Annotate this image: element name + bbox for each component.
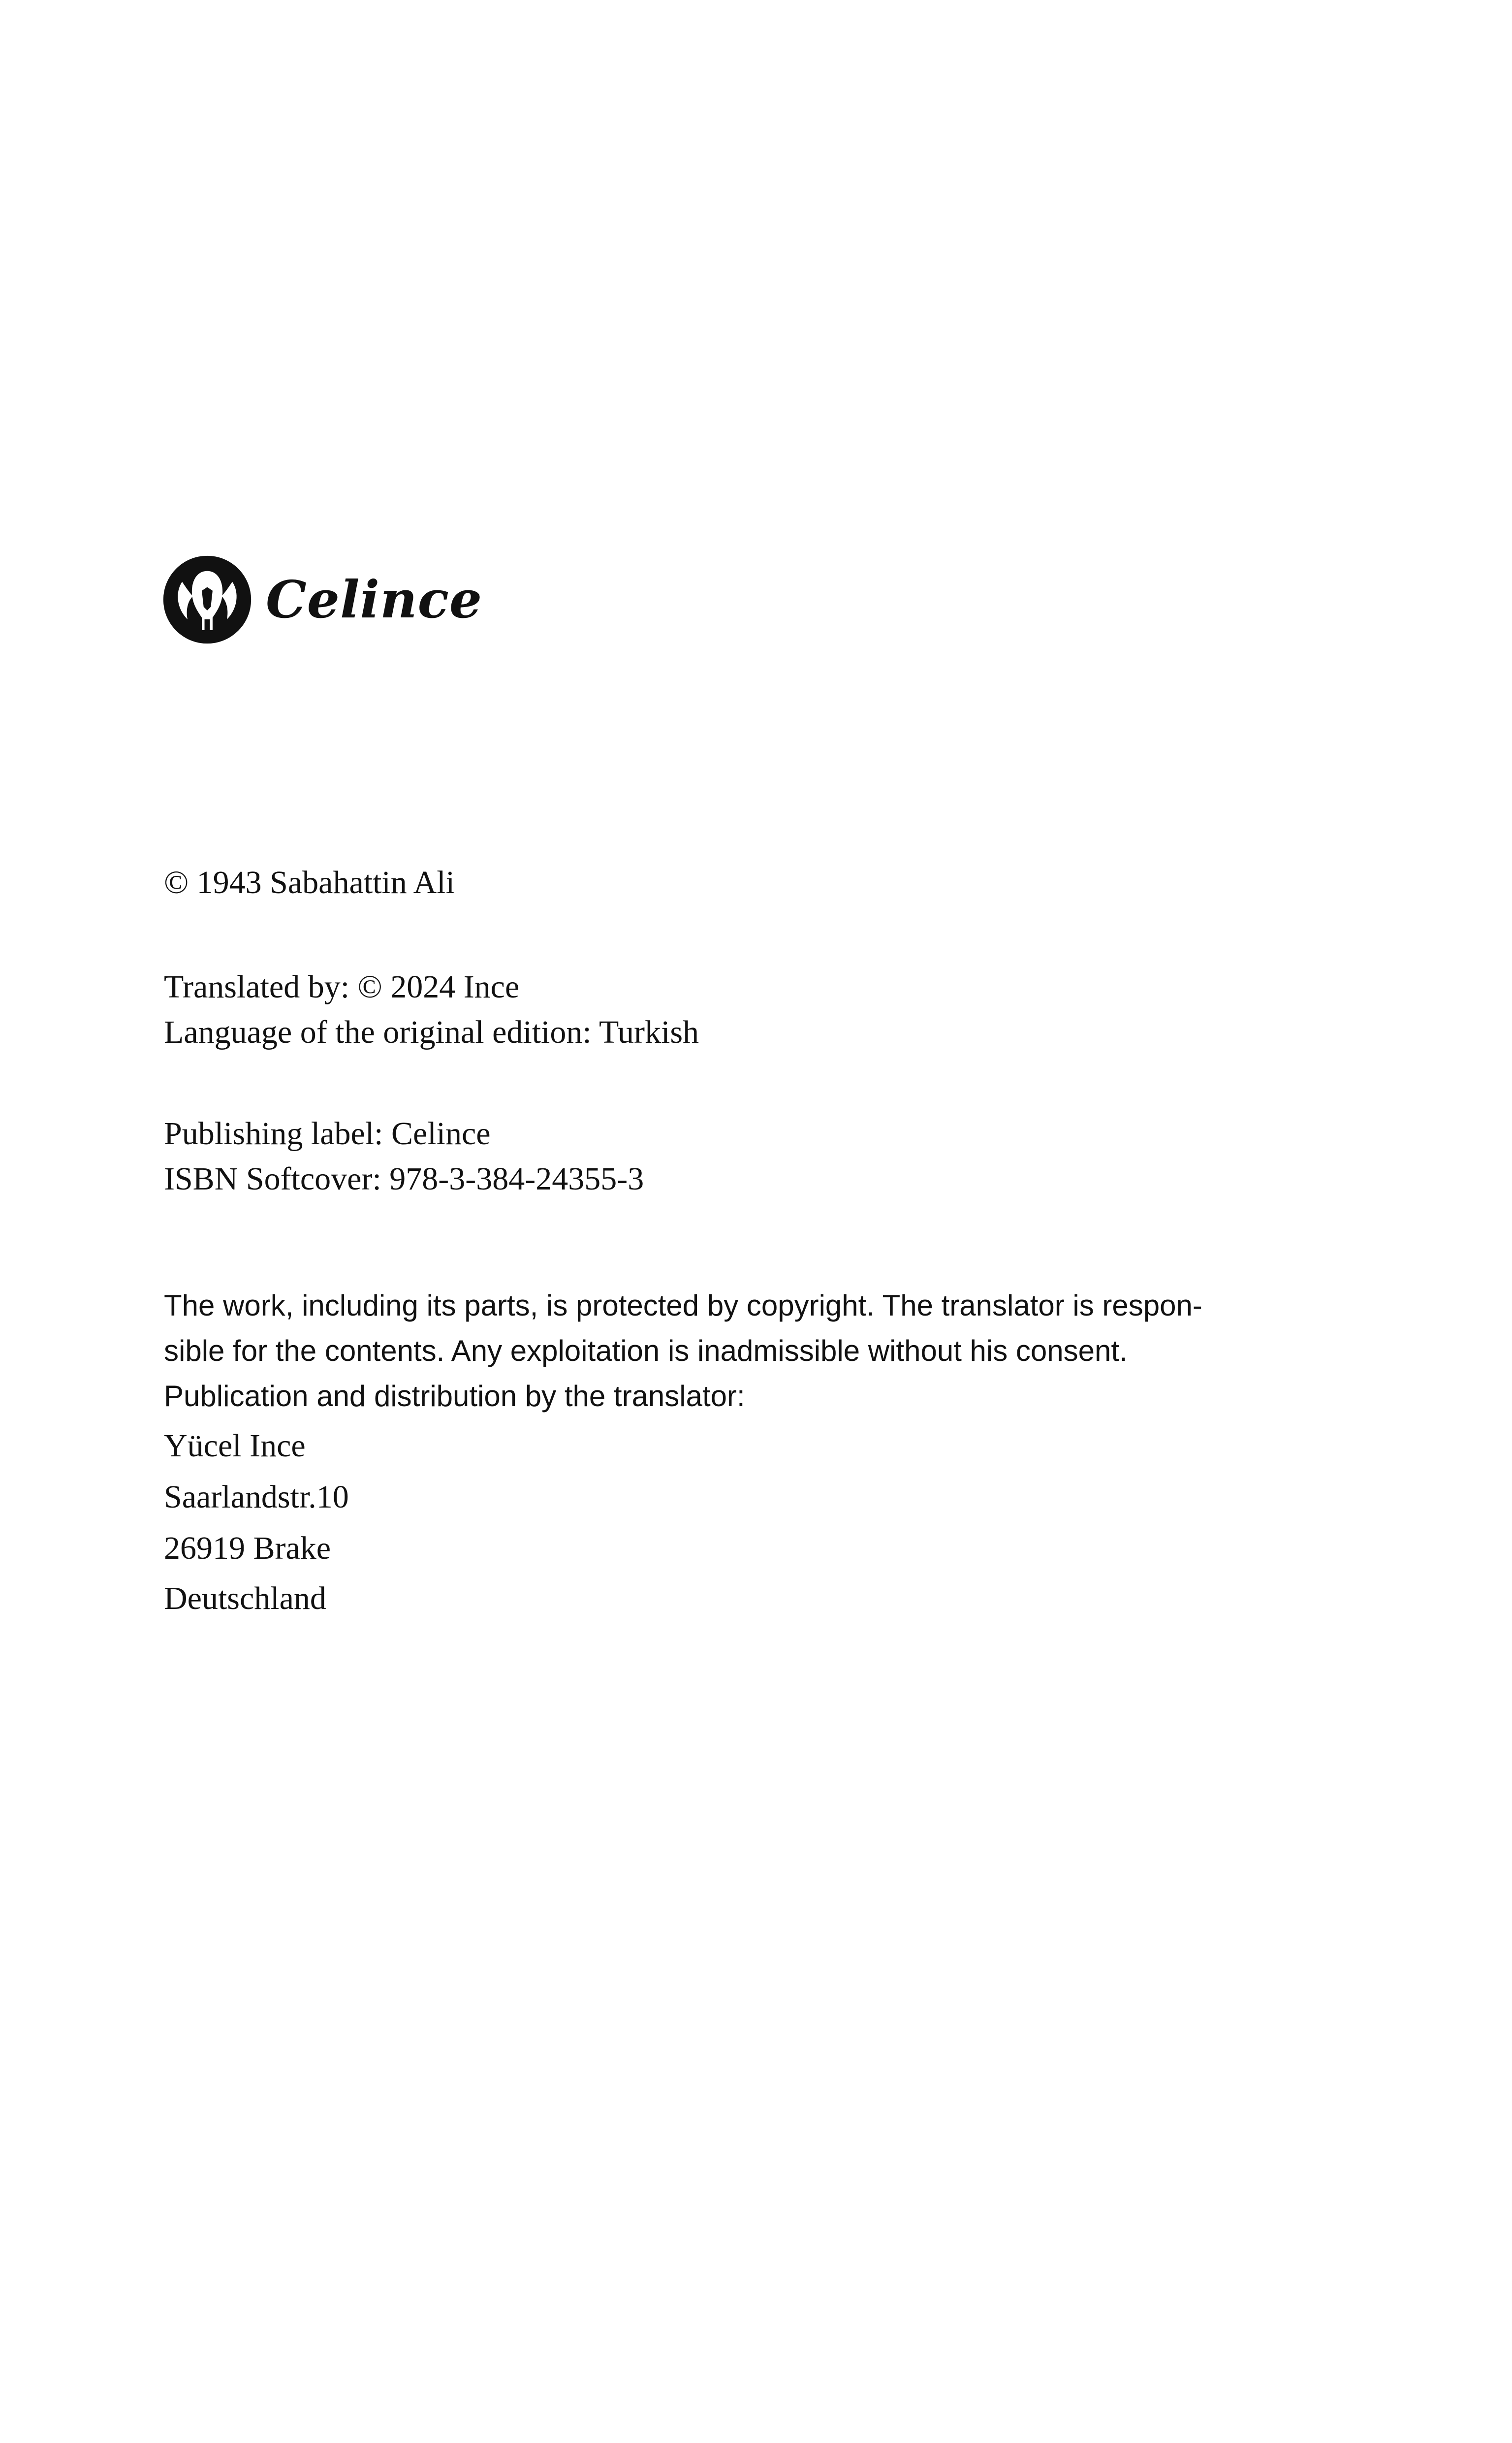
isbn-softcover: ISBN Softcover: 978-3-384-24355-3 bbox=[164, 1161, 644, 1197]
translated-by: Translated by: © 2024 Ince bbox=[164, 969, 520, 1005]
address-name: Yücel Ince bbox=[164, 1428, 306, 1464]
original-copyright: © 1943 Sabahattin Ali bbox=[164, 865, 455, 900]
address-city: 26919 Brake bbox=[164, 1530, 331, 1566]
copyright-notice-line: sible for the contents. Any exploitation is inadmissible without his consent. bbox=[164, 1334, 1128, 1367]
copyright-notice-line: The work, including its parts, is protected by copyright. The translator is respon- bbox=[164, 1289, 1202, 1322]
publishing-label: Publishing label: Celince bbox=[164, 1116, 491, 1152]
copyright-notice-line: Publication and distribution by the translator: bbox=[164, 1380, 745, 1413]
winged-helmet-logo-icon bbox=[162, 555, 252, 644]
original-language: Language of the original edition: Turkish bbox=[164, 1014, 699, 1050]
publisher-logo bbox=[162, 554, 482, 645]
address-country: Deutschland bbox=[164, 1580, 326, 1616]
publisher-name: Celince bbox=[266, 569, 483, 630]
address-street: Saarlandstr.10 bbox=[164, 1479, 349, 1515]
